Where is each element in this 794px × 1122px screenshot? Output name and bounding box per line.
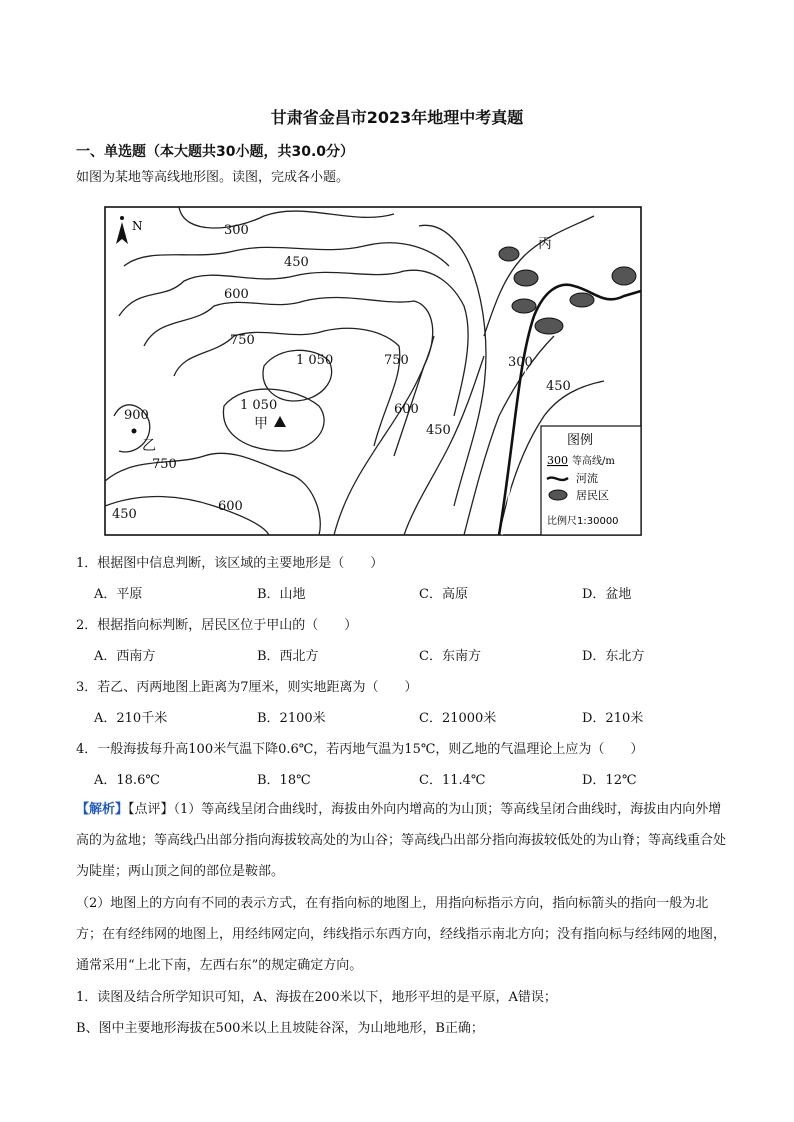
place-jia: 甲	[254, 416, 268, 432]
legend-scale: 比例尺1:30000	[547, 516, 619, 527]
legend-contour-value: 300	[547, 454, 568, 467]
contour-map	[104, 206, 642, 536]
contour-label: 300	[508, 355, 533, 370]
option: D．12℃	[582, 773, 637, 788]
place-yi: 乙	[142, 438, 156, 454]
legend-title: 图例	[567, 433, 594, 448]
option: C．高原	[419, 587, 468, 602]
legend-residential-icon	[549, 490, 567, 500]
option: C．东南方	[419, 649, 481, 664]
question-stem: 4．一般海拔每升高100米气温下降0.6℃，若丙地气温为15℃，则乙地的气温理论上应为（ ）	[76, 742, 644, 757]
residential-area	[499, 247, 519, 261]
contour-label: 450	[284, 255, 309, 270]
residential-area	[570, 293, 594, 307]
contour-label: 450	[546, 379, 571, 394]
legend-residential: 居民区	[576, 489, 609, 502]
analysis-paragraph-1	[76, 794, 726, 887]
legend-contour-text: 等高线/m	[572, 456, 615, 467]
analysis-paragraph-2: （2）地图上的方向有不同的表示方式，在有指向标的地图上，用指向标指示方向，指向标箭头的指向一般为北方；在有经纬网的地图上，用经纬网定向，纬线指示东西方向，经线指示南北方向；没有指向标与经纬网的地图，通常采用“上北下南，左西右东”的规定确定方向。	[76, 896, 727, 973]
contour-label: 750	[230, 333, 255, 348]
question-stem: 2．根据指向标判断，居民区位于甲山的（ ）	[76, 618, 358, 633]
question-stem: 3．若乙、丙两地图上距离为7厘米，则实地距离为（ ）	[76, 680, 418, 695]
option: B．2100米	[257, 711, 326, 726]
contour-label: 450	[426, 423, 451, 438]
contour-label: 600	[224, 287, 249, 302]
contour-label: 300	[224, 223, 249, 238]
option: A．平原	[94, 587, 143, 602]
contour-label: 750	[384, 353, 409, 368]
option: A．210千米	[94, 711, 168, 726]
section-heading: 一、单选题（本大题共30小题，共30.0分）	[76, 144, 355, 160]
contour-label: 900	[124, 408, 149, 423]
option: D．盆地	[582, 587, 632, 602]
map-legend	[541, 426, 641, 535]
question-stem: 1．根据图中信息判断，该区域的主要地形是（ ）	[76, 556, 384, 571]
contour-label: 750	[152, 457, 177, 472]
residential-area	[512, 299, 536, 313]
answer-line-2: B、图中主要地形海拔在500米以上且坡陡谷深，为山地地形，B正确；	[76, 1021, 484, 1036]
contour-label: 600	[394, 402, 419, 417]
legend-river: 河流	[576, 472, 598, 485]
page-title: 甘肃省金昌市2023年地理中考真题	[270, 108, 524, 127]
option: A．18.6℃	[94, 773, 160, 788]
contour-label: 600	[218, 499, 243, 514]
contour-label: 1 050	[296, 353, 334, 368]
point-yi-icon	[132, 429, 137, 434]
intro-text: 如图为某地等高线地形图。读图，完成各小题。	[76, 170, 350, 185]
option: C．21000米	[419, 711, 497, 726]
north-label: N	[132, 219, 143, 233]
residential-area	[535, 318, 563, 334]
contour-label: 450	[112, 507, 137, 522]
analysis-tag: 【解析】	[76, 802, 129, 817]
option: D．210米	[582, 711, 644, 726]
option: D．东北方	[582, 649, 645, 664]
residential-area	[514, 270, 538, 286]
residential-area	[612, 267, 636, 285]
peak-elevation-label: 1 050	[240, 398, 278, 413]
answer-line-1: 1．读图及结合所学知识可知，A、海拔在200米以下，地形平坦的是平原，A错误；	[76, 990, 557, 1005]
option: A．西南方	[94, 649, 156, 664]
option: C．11.4℃	[419, 773, 486, 788]
option: B．山地	[257, 587, 306, 602]
option: B．18℃	[257, 773, 311, 788]
place-bing: 丙	[538, 236, 552, 252]
option: B．西北方	[257, 649, 319, 664]
analysis-point-1: 【点评】（1）等高线呈闭合曲线时，海拔由外向内增高的为山顶；等高线呈闭合曲线时，海拔由内向外增高的为盆地；等高线凸出部分指向海拔较高处的为山谷；等高线凸出部分指向海拔较低处的为山脊；等高线重合处为陡崖；两山顶之间的部位是鞍部。	[76, 802, 727, 879]
